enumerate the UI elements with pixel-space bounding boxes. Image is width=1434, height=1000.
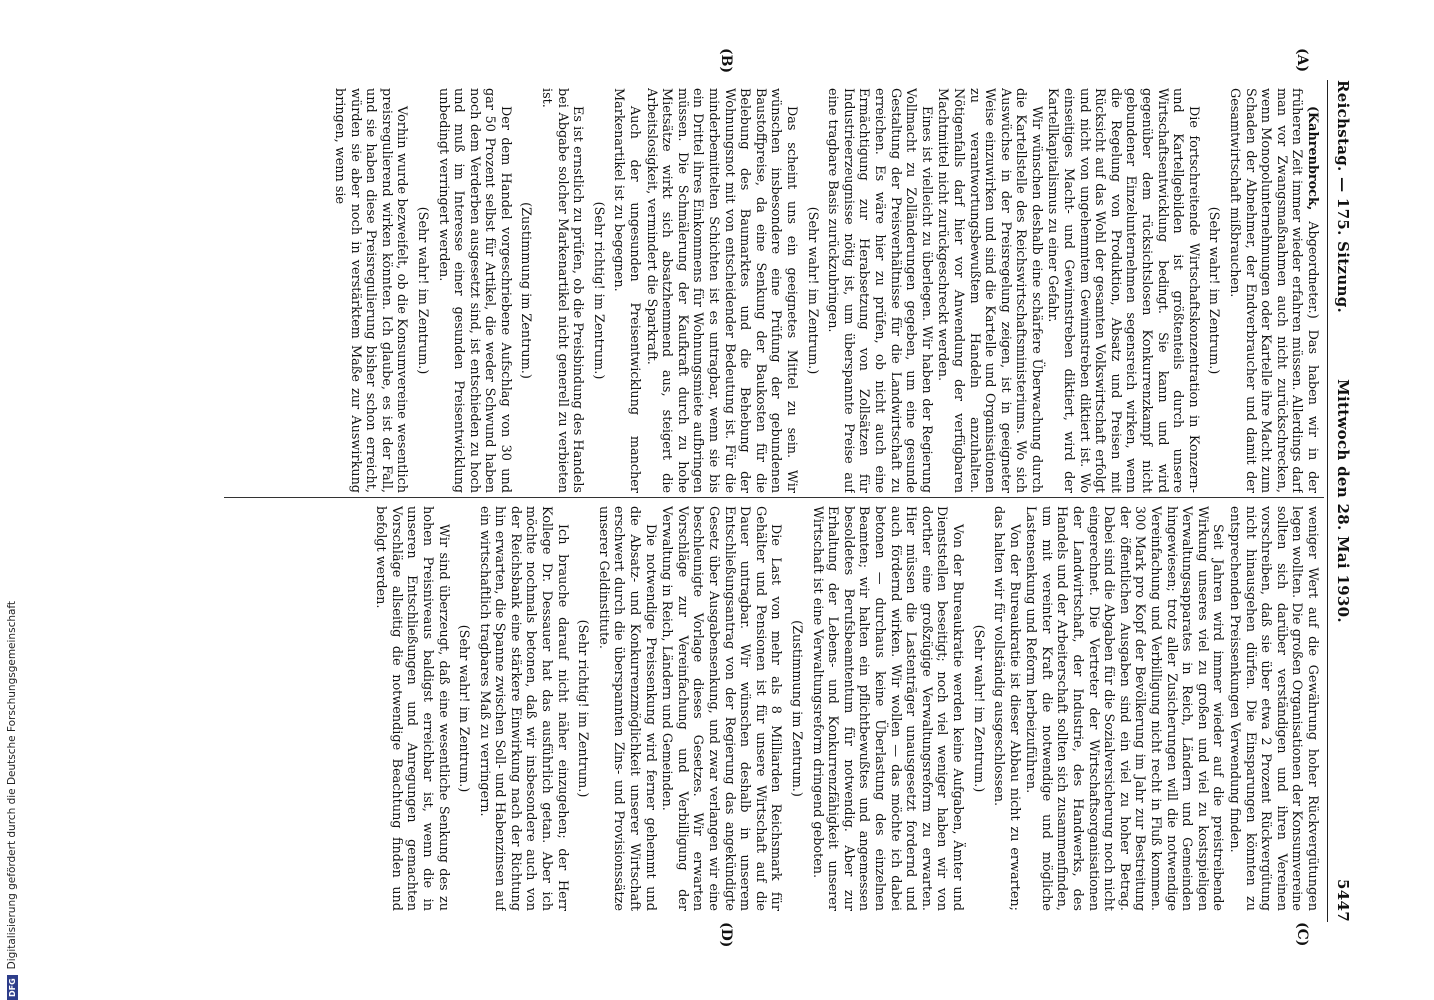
paragraph-text: weniger Wert auf die Gewährung hoher Rückvergütungen legen wollten. Die großen Organisationen der Konsumvereine sollten sich darüber verständigen und ihren Vereinen vorschreiben, daß sie über etwa 2 Prozent Rückvergütung nicht hinausgehen dürfen. Die Einsparungen könnten zu entsprechenden Preissenkungen Verwendung finden. [1227, 506, 1320, 911]
interjection [456, 506, 472, 911]
paragraph-text: (Sehr wahr! im Zentrum.) [804, 206, 820, 375]
paragraph-text: (Sehr wahr! im Zentrum.) [970, 624, 986, 793]
interjection [970, 506, 986, 911]
interjection [590, 88, 606, 493]
paragraph-text: (Sehr wahr! im Zentrum.) [414, 206, 430, 375]
header-rule [1327, 80, 1328, 922]
paragraph-text: Von der Bureaukratie ist dieser Abbau nicht zu erwarten; das halten wir für vollständig ausgeschlossen. [991, 506, 1022, 911]
paragraph [539, 88, 586, 493]
paragraph [659, 506, 784, 911]
paragraph-text: (Sehr wahr! im Zentrum.) [1206, 206, 1222, 375]
footer-caption: Digitalisierung gefördert durch die Deutsche Forschungsgemeinschaft [6, 600, 18, 970]
paragraph-text: (Sehr richtig! im Zentrum.) [590, 201, 606, 380]
paragraph [1226, 88, 1320, 493]
paragraph-text: (Zustimmung im Zentrum.) [789, 620, 804, 797]
interjection [518, 88, 534, 493]
paragraph-text: Vorhin wurde bezweifelt, ob die Konsumvereine wesentlich preisregulierend wirken könnten. Ich glaube, es ist der Fall, und sie haben diese Preisregulierung bisher schon erreicht, würden sie aber noch in verstärktem Maße zur Auswirkung bringen, wenn sie [331, 88, 410, 493]
page-number: 5447 [1334, 879, 1352, 922]
paragraph-text: Ich brauche darauf nicht näher einzugehen; der Herr Kollege Dr. Dessauer hat das ausführlich getan. Aber ich möchte nochmals betonen, daß wir insbesondere auch von der Reichsbank eine stärkere Einwirkung nach der Richtung hin erwarten, die Spanne zwischen Soll- und Habenzinsen auf ein wirtschaftlich tragbares Maß zu verringern. [476, 506, 570, 911]
paragraph-text: Abgeordneter.) Das haben wir in der früheren Zeit immer wieder erfahren müssen. Allerdings darf man vor Zwangsmaßnahmen auch nicht zurückschrecken, wenn Monopolunternehmungen oder Kartelle ihre Macht zum Schaden der Abnehmer, der Endverbraucher und damit der Gesamtwirtschaft mißbrauchen. [1227, 88, 1320, 493]
paragraph-text: Der dem Handel vorgeschriebene Aufschlag von 30 und gar 50 Prozent selbst für Artikel, die weder Schwund haben noch dem Verderben ausgesetzt sind, ist entschieden zu hoch und muß im Interesse einer gesunden Preisentwicklung unbedingt verringert werden. [435, 88, 513, 493]
interjection [414, 88, 430, 493]
right-column [240, 506, 1320, 911]
paragraph [643, 88, 799, 493]
interjection [575, 506, 591, 911]
paragraph [809, 506, 965, 911]
paragraph-text: Wir wünschen deshalb eine schärfere Überwachung durch die Kartellstelle des Reichswirtschaftsministeriums. Wo sich Auswüchse in der Preisregelung zeigen, ist in geeigneter Weise einzuwirken und sind die Kartelle und Organisationen zu verantwortungsbewußtem Handeln anzuhalten. Nötigenfalls darf hier vor Anwendung der verfügbaren Machtmittel nicht zurückgeschreckt werden. [935, 88, 1044, 493]
paragraph-text: (Zustimmung im Zentrum.) [518, 202, 534, 379]
speaker-name: (Kahrenbrock, [1305, 106, 1320, 211]
paragraph-text: Das scheint uns ein geeignetes Mittel zu sein. Wir wünschen insbesondere eine Prüfung der gebundenen Baustoffpreise, da eine Senkung der Baukosten für die Belebung des Baumarktes und die Behebung der Wohnungsnot mit von entscheidender Bedeutung ist. Für die minderbemittelten Schichten ist es untragbar, wenn sie bis ein Drittel ihres Einkommens für Wohnungsmiete aufbringen müssen. Die Schmälerung der Kaufkraft durch zu hohe Mietsätze wirkt sich absatzhemmend aus, steigert die Arbeitslosigkeit, vermindert die Sparkraft. [643, 88, 799, 493]
header-left: Reichstag. — 175. Sitzung. [1334, 80, 1352, 314]
paragraph-text: Auch der ungesunden Preisentwicklung mancher Markenartikel ist zu begegnen. [611, 88, 643, 493]
paragraph [476, 506, 570, 911]
paragraph-text: (Sehr wahr! im Zentrum.) [456, 624, 472, 793]
interjection [804, 88, 820, 493]
header-date: Mittwoch den 28. Mai 1930. [1334, 379, 1352, 623]
paragraph [595, 506, 657, 911]
paragraph [611, 88, 642, 493]
paragraph-text: Wir sind überzeugt, daß eine wesentliche Senkung des zu hohen Preisniveaus baldigst erreichbar ist, wenn die in unseren Entschließungen und Anregungen gemachten Vorschläge allseitig die notwendige Beachtung finden und befolgt werden. [373, 506, 451, 911]
page-header [1326, 80, 1354, 922]
paragraph-text: Eines ist vielleicht zu überlegen. Wir haben der Regierung Vollmacht zu Zolländerungen gegeben, um eine gesunde Gestaltung der Preisverhältnisse für die Landwirtschaft zu erreichen. Es wäre hier zu prüfen, ob nicht auch eine Ermächtigung zur Herabsetzung von Zollsätzen für Industrieerzeugnisse nötig ist, um überspannte Preise auf eine tragbare Basis zurückzubringen. [825, 88, 934, 493]
dfg-logo: DFG [7, 975, 18, 1000]
footer-strip [0, 0, 34, 1000]
footer-text [6, 20, 18, 1000]
margin-letter-d: (D) [718, 922, 734, 948]
paragraph [935, 88, 1044, 493]
paragraph-text: Es ist ernstlich zu prüfen, ob die Preisbindung des Handels bei Abgabe solcher Markenartikel nicht generell zu verbieten ist. [539, 88, 586, 493]
paragraph [1023, 506, 1226, 911]
paragraph-text: Die Last von mehr als 8 Milliarden Reichsmark für Gehälter und Pensionen ist für unsere Wirtschaft auf die Dauer untragbar. Wir wünschen deshalb in unserem Entschließungsantrag von der Regierung das angekündigte Gesetz über Ausgabensenkung, und zwar verlangen wir eine beschleunigte Vorlage dieses Gesetzes. Wir erwarten Vorschläge zur Vereinfachung und Verbilligung der Verwaltung in Reich, Ländern und Gemeinden. [659, 506, 784, 911]
paragraph-text: Die fortschreitende Wirtschaftskonzentration in Konzern- und Kartellgebilden ist größtenteils durch unsere Wirtschaftsentwicklung bedingt. Sie kann und wird gegenüber dem rücksichtslosen Konkurrenzkampf nicht gebundener Einzelunternehmen segensreich wirken, wenn die Regelung von Produktion, Absatz und Preisen mit Rücksicht auf das Wohl der gesamten Volkswirtschaft erfolgt und nicht von ungehemmtem Gewinnstreben diktiert ist. Wo einseitiges Macht- und Gewinnstreben diktiert, wird der Kartellkapitalismus zu einer Gefahr. [1045, 88, 1201, 493]
paragraph-text: (Sehr richtig! im Zentrum.) [575, 619, 591, 798]
margin-letter-c: (C) [1294, 922, 1310, 947]
paragraph-text: Die notwendige Preissenkung wird ferner gehemmt und die Absatz- und Konkurrenzmöglichkeit unserer Wirtschaft erschwert durch die überspannten Zins- und Provisionssätze unserer Geldinstitute. [595, 506, 658, 911]
paragraph [435, 88, 513, 493]
paragraph [331, 88, 409, 493]
column-divider [224, 497, 1324, 498]
interjection [788, 506, 804, 911]
margin-letter-a: (A) [1294, 48, 1310, 73]
paragraph-text: Seit Jahren wird immer wieder auf die preistreibende Wirkung unseres viel zu großen und viel zu kostspieligen Verwaltungsapparates in Reich, Ländern und Gemeinden hingewiesen; trotz aller Zusicherungen will die notwendige Vereinfachung und Verbilligung nicht recht in Fluß kommen. 300 Mark pro Kopf der Bevölkerung im Jahr zur Bestreitung der öffentlichen Ausgaben sind ein viel zu hoher Betrag. Dabei sind die Abgaben für die Sozialversicherung noch nicht eingerechnet. Die Vertreter der Wirtschaftsorganisationen der Landwirtschaft, der Industrie, des Handwerks, des Handels und der Arbeiterschaft sollten sich zusammenfinden, um mit vereinter Kraft die notwendige und mögliche Lastensenkung und Reform herbeizuführen. [1023, 506, 1226, 911]
paragraph [825, 88, 934, 493]
paragraph [991, 506, 1022, 911]
margin-letter-b: (B) [718, 48, 734, 74]
paragraph-text: Von der Bureaukratie werden keine Aufgaben, Ämter und Dienststellen beseitigt; noch viel weniger haben wir von dorther eine großzügige Verwaltungsreform zu erwarten. Hier müssen die Lastenträger unausgesetzt fordernd und auch fördernd wirken. Wir wollen — das möchte ich dabei betonen — durchaus keine Überlastung des einzelnen Beamten; wir halten ein pflichtbewußtes und angemessen besoldetes Berufsbeamtentum für notwendig. Aber zur Erhaltung der Lebens- und Konkurrenzfähigkeit unserer Wirtschaft ist eine Verwaltungsreform dringend geboten. [809, 506, 965, 911]
paragraph [373, 506, 451, 911]
interjection [1206, 88, 1222, 493]
left-column [240, 88, 1320, 493]
paragraph [1045, 88, 1201, 493]
paragraph [1226, 506, 1320, 911]
